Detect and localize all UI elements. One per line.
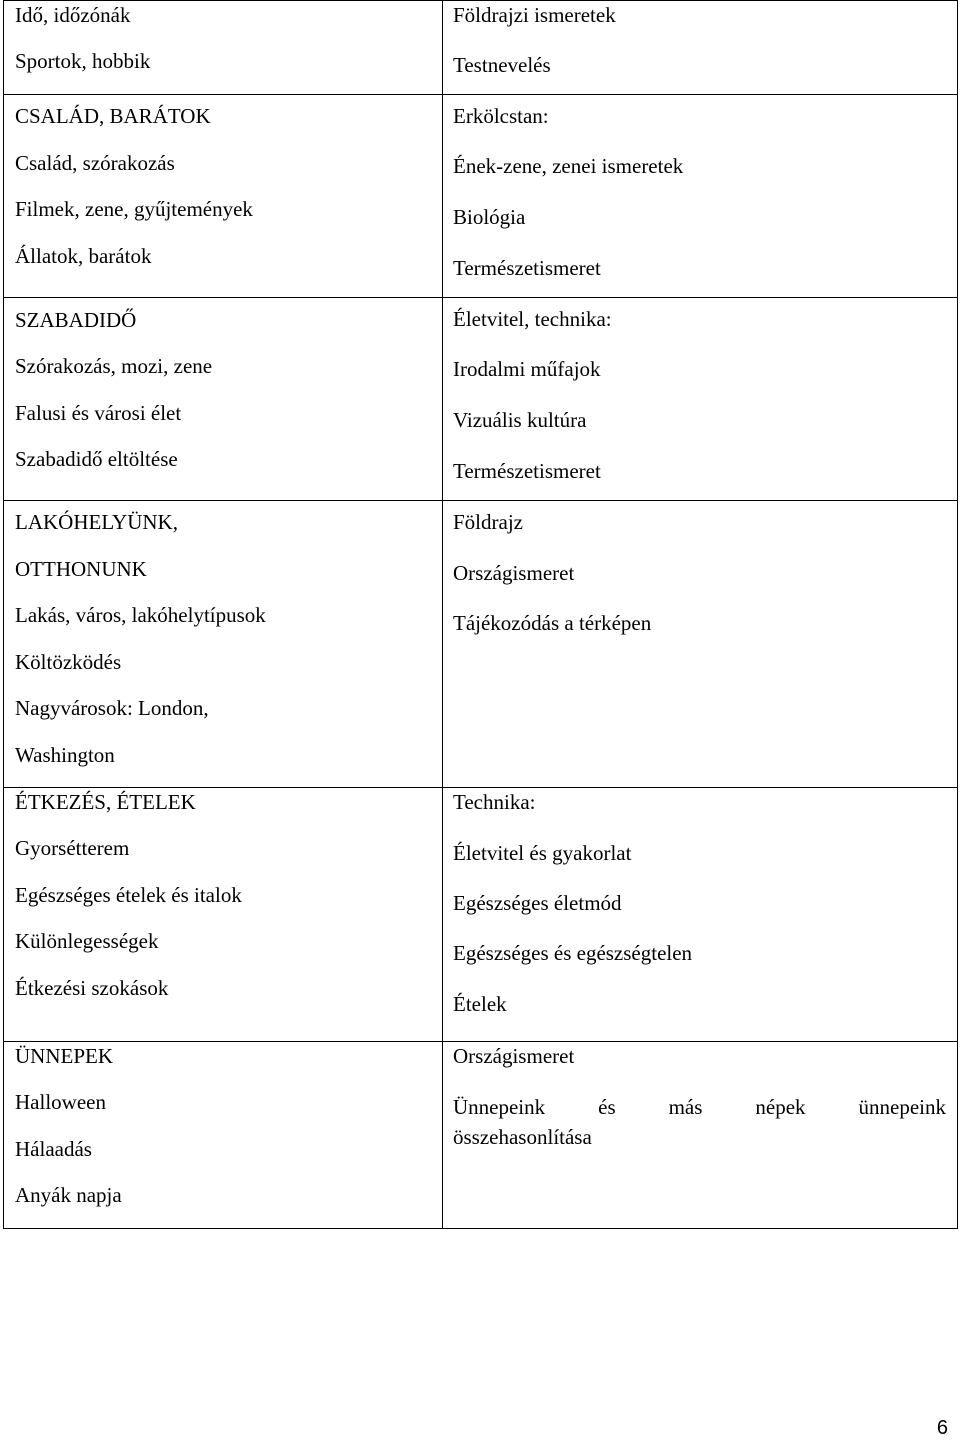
subject-item: Tájékozódás a térképen bbox=[453, 611, 652, 635]
table-border-bottom bbox=[3, 1228, 958, 1229]
table-row-divider-3 bbox=[3, 500, 958, 501]
topic-item: Hálaadás bbox=[15, 1137, 92, 1161]
subject-heading: Technika: bbox=[453, 790, 536, 814]
topic-item: Lakás, város, lakóhelytípusok bbox=[15, 603, 266, 627]
topic-item: Szórakozás, mozi, zene bbox=[15, 354, 213, 378]
topic-item: Idő, időzónák bbox=[15, 3, 131, 27]
subject-item: Vizuális kultúra bbox=[453, 408, 587, 432]
subject-item: Ünnepeink és más népek ünnepeink bbox=[453, 1095, 946, 1119]
subject-heading: Földrajz bbox=[453, 510, 523, 534]
topic-item: Halloween bbox=[15, 1090, 106, 1114]
topic-heading: OTTHONUNK bbox=[15, 557, 147, 581]
topic-heading: ÉTKEZÉS, ÉTELEK bbox=[15, 790, 196, 814]
subject-item: Országismeret bbox=[453, 561, 575, 585]
topic-item: Gyorsétterem bbox=[15, 836, 130, 860]
topic-item: Falusi és városi élet bbox=[15, 401, 182, 425]
subject-item: összehasonlítása bbox=[453, 1125, 592, 1149]
subject-item: Egészséges életmód bbox=[453, 891, 622, 915]
subject-item: Életvitel és gyakorlat bbox=[453, 841, 632, 865]
subject-item: Irodalmi műfajok bbox=[453, 357, 601, 381]
table-border-left bbox=[3, 0, 4, 1229]
table-row-divider-4 bbox=[3, 787, 958, 788]
table-border-right bbox=[957, 0, 958, 1229]
topic-item: Család, szórakozás bbox=[15, 151, 175, 175]
subject-item: Egészséges és egészségtelen bbox=[453, 941, 693, 965]
topic-item: Egészséges ételek és italok bbox=[15, 883, 242, 907]
topic-heading: ÜNNEPEK bbox=[15, 1044, 113, 1068]
topic-item: Sportok, hobbik bbox=[15, 49, 151, 73]
topic-heading: CSALÁD, BARÁTOK bbox=[15, 104, 211, 128]
topic-item: Különlegességek bbox=[15, 929, 159, 953]
table-border-top bbox=[3, 0, 958, 1]
subject-item: Ételek bbox=[453, 992, 507, 1016]
topic-item: Washington bbox=[15, 743, 115, 767]
subject-heading: Életvitel, technika: bbox=[453, 307, 612, 331]
subject-item: Ének-zene, zenei ismeretek bbox=[453, 154, 684, 178]
table-column-divider bbox=[442, 0, 443, 1229]
topic-heading: SZABADIDŐ bbox=[15, 308, 137, 332]
subject-item: Természetismeret bbox=[453, 459, 601, 483]
table-row-divider-5 bbox=[3, 1041, 958, 1042]
page-number: 6 bbox=[936, 1417, 948, 1439]
subject-heading: Országismeret bbox=[453, 1044, 575, 1068]
topic-item: Filmek, zene, gyűjtemények bbox=[15, 197, 253, 221]
subject-heading: Erkölcstan: bbox=[453, 104, 549, 128]
table-row-divider-2 bbox=[3, 297, 958, 298]
subject-item: Biológia bbox=[453, 205, 526, 229]
table-row-divider-1 bbox=[3, 94, 958, 95]
topic-item: Költözködés bbox=[15, 650, 122, 674]
subject-item: Természetismeret bbox=[453, 256, 601, 280]
subject-item: Testnevelés bbox=[453, 53, 551, 77]
topic-item: Állatok, barátok bbox=[15, 244, 152, 268]
topic-item: Anyák napja bbox=[15, 1183, 122, 1207]
subject-item: Földrajzi ismeretek bbox=[453, 3, 616, 27]
topic-heading: LAKÓHELYÜNK, bbox=[15, 510, 178, 534]
topic-item: Nagyvárosok: London, bbox=[15, 696, 209, 720]
topic-item: Szabadidő eltöltése bbox=[15, 447, 178, 471]
topic-item: Étkezési szokások bbox=[15, 976, 169, 1000]
